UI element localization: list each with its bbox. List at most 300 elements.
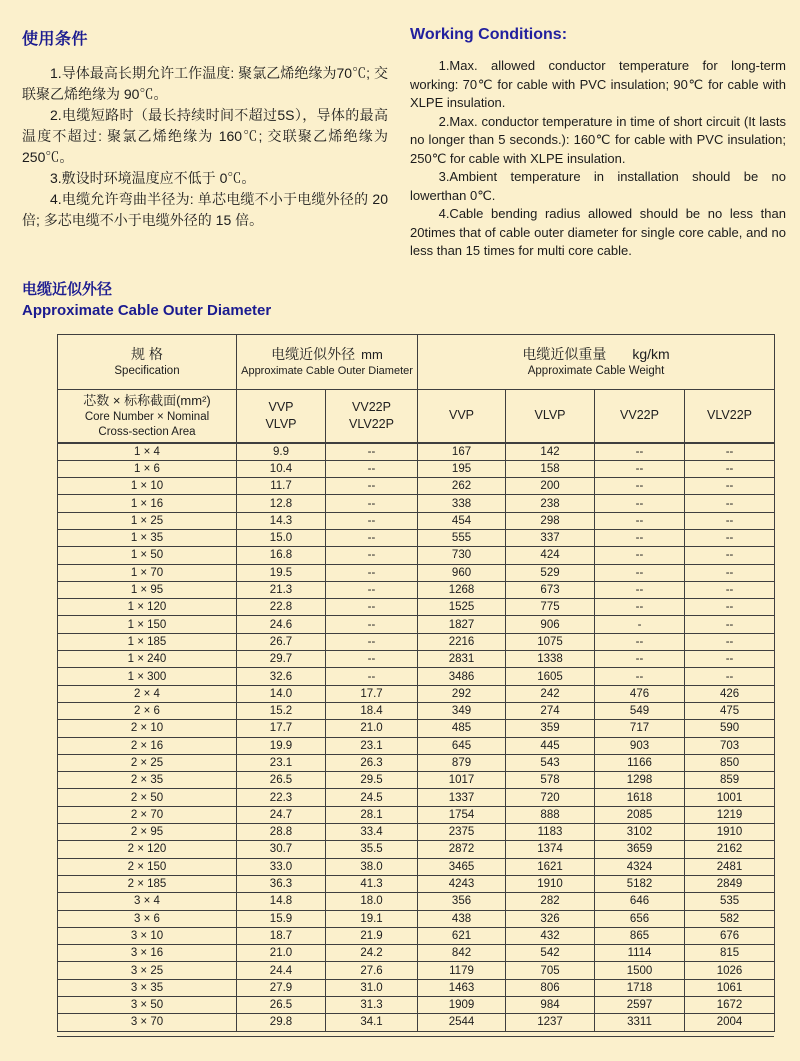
value-cell: 1718 <box>595 979 685 996</box>
value-cell: 542 <box>506 945 595 962</box>
table-row <box>58 581 775 598</box>
section-title-zh: 电缆近似外径 <box>22 280 113 298</box>
value-cell: 26.5 <box>237 997 326 1014</box>
value-cell: 26.7 <box>237 633 326 650</box>
spec-cell: 1 × 95 <box>58 581 237 598</box>
value-cell: 338 <box>418 495 506 512</box>
spec-cell: 2 × 120 <box>58 841 237 858</box>
value-cell: 1754 <box>418 806 506 823</box>
value-cell: 2375 <box>418 824 506 841</box>
value-cell: 1338 <box>506 651 595 668</box>
value-cell: -- <box>595 495 685 512</box>
value-cell: 24.5 <box>326 789 418 806</box>
table-row <box>58 962 775 979</box>
spec-cell: 1 × 35 <box>58 529 237 546</box>
spec-cell: 2 × 50 <box>58 789 237 806</box>
value-cell: 1605 <box>506 668 595 685</box>
value-cell: 29.7 <box>237 651 326 668</box>
section-heading <box>22 279 800 321</box>
value-cell: 200 <box>506 478 595 495</box>
spec-table-header <box>58 334 775 443</box>
value-cell: 262 <box>418 478 506 495</box>
value-cell: 2597 <box>595 997 685 1014</box>
spec-cell: 1 × 16 <box>58 495 237 512</box>
value-cell: 359 <box>506 720 595 737</box>
header-od-vv22p-vlv22p: VV22P VLV22P <box>326 389 418 443</box>
value-cell: 984 <box>506 997 595 1014</box>
table-row <box>58 685 775 702</box>
spec-cell: 1 × 25 <box>58 512 237 529</box>
value-cell: 476 <box>595 685 685 702</box>
value-cell: 1219 <box>685 806 775 823</box>
value-cell: 15.2 <box>237 702 326 719</box>
value-cell: 2831 <box>418 651 506 668</box>
value-cell: 806 <box>506 979 595 996</box>
header-od-vvp-vlvp: VVP VLVP <box>237 389 326 443</box>
value-cell: 24.4 <box>237 962 326 979</box>
value-cell: 717 <box>595 720 685 737</box>
value-cell: -- <box>326 512 418 529</box>
spec-cell: 2 × 35 <box>58 772 237 789</box>
value-cell: 33.4 <box>326 824 418 841</box>
value-cell: 22.8 <box>237 599 326 616</box>
value-cell: 23.1 <box>237 754 326 771</box>
working-condition-item-2: 2.Max. conductor temperature in time of short circuit (It lasts no longer than 5 seconds.): 160℃ for cable with PVC insulation; 250℃ for cable with XLPE insulation. <box>410 113 786 166</box>
table-row <box>58 564 775 581</box>
value-cell: -- <box>685 651 775 668</box>
value-cell: 21.0 <box>237 945 326 962</box>
value-cell: 1114 <box>595 945 685 962</box>
value-cell: -- <box>685 616 775 633</box>
value-cell: 3486 <box>418 668 506 685</box>
table-row <box>58 460 775 477</box>
value-cell: 19.9 <box>237 737 326 754</box>
value-cell: -- <box>326 478 418 495</box>
spec-cell: 3 × 10 <box>58 927 237 944</box>
value-cell: 274 <box>506 702 595 719</box>
value-cell: 17.7 <box>326 685 418 702</box>
value-cell: 445 <box>506 737 595 754</box>
value-cell: 549 <box>595 702 685 719</box>
spec-cell: 1 × 10 <box>58 478 237 495</box>
value-cell: -- <box>326 616 418 633</box>
spec-cell: 1 × 70 <box>58 564 237 581</box>
value-cell: - <box>595 616 685 633</box>
value-cell: 282 <box>506 893 595 910</box>
value-cell: -- <box>595 512 685 529</box>
value-cell: 578 <box>506 772 595 789</box>
value-cell: 142 <box>506 443 595 461</box>
value-cell: 1827 <box>418 616 506 633</box>
spec-cell: 3 × 50 <box>58 997 237 1014</box>
value-cell: 720 <box>506 789 595 806</box>
table-row <box>58 858 775 875</box>
table-row <box>58 547 775 564</box>
working-conditions-title: Working Conditions: <box>410 26 568 43</box>
value-cell: 475 <box>685 702 775 719</box>
value-cell: -- <box>326 599 418 616</box>
value-cell: 424 <box>506 547 595 564</box>
value-cell: -- <box>595 581 685 598</box>
table-row <box>58 443 775 461</box>
header-spec-zh: 规 格 <box>131 345 163 362</box>
spec-cell: 3 × 6 <box>58 910 237 927</box>
header-core-en1: Core Number × Nominal <box>84 411 210 423</box>
value-cell: 1374 <box>506 841 595 858</box>
value-cell: 2216 <box>418 633 506 650</box>
spec-cell: 1 × 150 <box>58 616 237 633</box>
value-cell: 645 <box>418 737 506 754</box>
wt-unit: kg/km <box>632 345 670 362</box>
value-cell: 1909 <box>418 997 506 1014</box>
value-cell: -- <box>595 443 685 461</box>
value-cell: 23.1 <box>326 737 418 754</box>
table-row <box>58 754 775 771</box>
value-cell: 865 <box>595 927 685 944</box>
usage-condition-item-3: 3.敷设时环境温度应不低于 0℃。 <box>50 170 256 186</box>
usage-condition-item-2: 2.电缆短路时（最长持续时间不超过5S），导体的最高温度不超过: 聚氯乙烯绝缘为 160℃; 交联聚乙烯绝缘为 250℃。 <box>22 107 388 165</box>
value-cell: 31.0 <box>326 979 418 996</box>
header-wt-vv22p: VV22P <box>595 389 685 443</box>
value-cell: 5182 <box>595 875 685 892</box>
spec-cell: 3 × 25 <box>58 962 237 979</box>
value-cell: 2872 <box>418 841 506 858</box>
conditions-block <box>0 0 800 261</box>
value-cell: -- <box>595 668 685 685</box>
table-row <box>58 893 775 910</box>
value-cell: 2849 <box>685 875 775 892</box>
value-cell: 1001 <box>685 789 775 806</box>
value-cell: 1621 <box>506 858 595 875</box>
value-cell: 14.0 <box>237 685 326 702</box>
table-row <box>58 806 775 823</box>
value-cell: 703 <box>685 737 775 754</box>
value-cell: 26.5 <box>237 772 326 789</box>
table-row <box>58 1014 775 1031</box>
value-cell: -- <box>685 633 775 650</box>
table-row <box>58 616 775 633</box>
value-cell: 621 <box>418 927 506 944</box>
value-cell: 41.3 <box>326 875 418 892</box>
value-cell: 656 <box>595 910 685 927</box>
usage-condition-item-4: 4.电缆允许弯曲半径为: 单芯电缆不小于电缆外径的 20 倍; 多芯电缆不小于电缆外径的 15 倍。 <box>22 191 388 228</box>
spec-cell: 2 × 6 <box>58 702 237 719</box>
usage-conditions-title: 使用条件 <box>22 31 89 48</box>
value-cell: 167 <box>418 443 506 461</box>
table-row <box>58 495 775 512</box>
value-cell: 349 <box>418 702 506 719</box>
value-cell: -- <box>595 599 685 616</box>
spec-cell: 2 × 10 <box>58 720 237 737</box>
value-cell: 18.7 <box>237 927 326 944</box>
value-cell: 11.7 <box>237 478 326 495</box>
value-cell: 24.6 <box>237 616 326 633</box>
table-row <box>58 512 775 529</box>
value-cell: 14.3 <box>237 512 326 529</box>
value-cell: -- <box>326 495 418 512</box>
value-cell: 3465 <box>418 858 506 875</box>
value-cell: 543 <box>506 754 595 771</box>
value-cell: 529 <box>506 564 595 581</box>
table-row <box>58 599 775 616</box>
value-cell: 4324 <box>595 858 685 875</box>
value-cell: -- <box>326 581 418 598</box>
value-cell: 21.9 <box>326 927 418 944</box>
usage-conditions-zh <box>22 26 388 261</box>
value-cell: 454 <box>418 512 506 529</box>
value-cell: 1075 <box>506 633 595 650</box>
value-cell: 485 <box>418 720 506 737</box>
table-row <box>58 945 775 962</box>
header-core-section <box>58 389 237 443</box>
value-cell: 326 <box>506 910 595 927</box>
value-cell: 2544 <box>418 1014 506 1031</box>
value-cell: 3311 <box>595 1014 685 1031</box>
value-cell: 33.0 <box>237 858 326 875</box>
spec-cell: 2 × 185 <box>58 875 237 892</box>
value-cell: -- <box>326 668 418 685</box>
header-od-en: Approximate Cable Outer Diameter <box>241 364 413 377</box>
table-row <box>58 737 775 754</box>
usage-condition-item-1: 1.导体最高长期允许工作温度: 聚氯乙烯绝缘为70℃; 交联聚乙烯绝缘为 90℃。 <box>22 65 388 102</box>
table-row <box>58 979 775 996</box>
table-row <box>58 651 775 668</box>
value-cell: 36.3 <box>237 875 326 892</box>
spec-cell: 1 × 120 <box>58 599 237 616</box>
value-cell: -- <box>685 512 775 529</box>
value-cell: 859 <box>685 772 775 789</box>
value-cell: 292 <box>418 685 506 702</box>
value-cell: 590 <box>685 720 775 737</box>
value-cell: 12.8 <box>237 495 326 512</box>
value-cell: 426 <box>685 685 775 702</box>
value-cell: 1061 <box>685 979 775 996</box>
value-cell: 888 <box>506 806 595 823</box>
value-cell: 15.0 <box>237 529 326 546</box>
value-cell: 31.3 <box>326 997 418 1014</box>
spec-cell: 2 × 150 <box>58 858 237 875</box>
value-cell: 1672 <box>685 997 775 1014</box>
spec-table <box>57 334 775 1032</box>
table-row <box>58 529 775 546</box>
value-cell: 337 <box>506 529 595 546</box>
value-cell: -- <box>685 495 775 512</box>
value-cell: 1910 <box>685 824 775 841</box>
value-cell: 24.2 <box>326 945 418 962</box>
value-cell: 356 <box>418 893 506 910</box>
value-cell: 1166 <box>595 754 685 771</box>
value-cell: 3102 <box>595 824 685 841</box>
spec-cell: 3 × 4 <box>58 893 237 910</box>
table-row <box>58 927 775 944</box>
spec-cell: 3 × 16 <box>58 945 237 962</box>
value-cell: 535 <box>685 893 775 910</box>
value-cell: -- <box>595 633 685 650</box>
value-cell: 21.0 <box>326 720 418 737</box>
header-core-zh: 芯数 × 标称截面(mm²) <box>83 393 211 408</box>
value-cell: 29.5 <box>326 772 418 789</box>
spec-cell: 2 × 16 <box>58 737 237 754</box>
header-weight-group <box>418 334 775 389</box>
value-cell: -- <box>326 651 418 668</box>
value-cell: 14.8 <box>237 893 326 910</box>
value-cell: 26.3 <box>326 754 418 771</box>
spec-table-wrap <box>57 334 774 1037</box>
value-cell: 35.5 <box>326 841 418 858</box>
value-cell: -- <box>685 581 775 598</box>
value-cell: -- <box>595 651 685 668</box>
value-cell: 1618 <box>595 789 685 806</box>
value-cell: 879 <box>418 754 506 771</box>
value-cell: -- <box>685 564 775 581</box>
value-cell: 4243 <box>418 875 506 892</box>
header-outer-diameter-group <box>237 334 418 389</box>
value-cell: 15.9 <box>237 910 326 927</box>
value-cell: -- <box>326 529 418 546</box>
value-cell: 730 <box>418 547 506 564</box>
value-cell: 903 <box>595 737 685 754</box>
value-cell: 1298 <box>595 772 685 789</box>
table-row <box>58 841 775 858</box>
value-cell: 438 <box>418 910 506 927</box>
value-cell: 775 <box>506 599 595 616</box>
value-cell: 1237 <box>506 1014 595 1031</box>
spec-table-body <box>58 443 775 1032</box>
value-cell: 676 <box>685 927 775 944</box>
value-cell: 32.6 <box>237 668 326 685</box>
value-cell: -- <box>685 478 775 495</box>
value-cell: -- <box>595 460 685 477</box>
value-cell: 19.5 <box>237 564 326 581</box>
value-cell: 1910 <box>506 875 595 892</box>
value-cell: -- <box>595 547 685 564</box>
value-cell: 242 <box>506 685 595 702</box>
value-cell: -- <box>326 443 418 461</box>
value-cell: 432 <box>506 927 595 944</box>
header-od-zh: 电缆近似外径 mm <box>271 345 383 362</box>
value-cell: 17.7 <box>237 720 326 737</box>
value-cell: 27.6 <box>326 962 418 979</box>
value-cell: 22.3 <box>237 789 326 806</box>
value-cell: 842 <box>418 945 506 962</box>
value-cell: 1500 <box>595 962 685 979</box>
header-wt-vlv22p: VLV22P <box>685 389 775 443</box>
value-cell: -- <box>685 443 775 461</box>
value-cell: 705 <box>506 962 595 979</box>
value-cell: -- <box>595 564 685 581</box>
value-cell: 28.8 <box>237 824 326 841</box>
value-cell: 2162 <box>685 841 775 858</box>
working-condition-item-4: 4.Cable bending radius allowed should be no less than 20times that of cable outer diameter for single core cable, and no less than 15 times for multi core cable. <box>410 206 786 258</box>
value-cell: 21.3 <box>237 581 326 598</box>
header-wt-zh: 电缆近似重量 kg/km <box>522 345 670 362</box>
value-cell: 18.0 <box>326 893 418 910</box>
value-cell: -- <box>685 599 775 616</box>
spec-cell: 1 × 6 <box>58 460 237 477</box>
value-cell: 24.7 <box>237 806 326 823</box>
value-cell: 2004 <box>685 1014 775 1031</box>
spec-cell: 3 × 70 <box>58 1014 237 1031</box>
value-cell: 2481 <box>685 858 775 875</box>
value-cell: 27.9 <box>237 979 326 996</box>
value-cell: 1026 <box>685 962 775 979</box>
spec-cell: 2 × 70 <box>58 806 237 823</box>
value-cell: 555 <box>418 529 506 546</box>
spec-cell: 2 × 25 <box>58 754 237 771</box>
header-specification <box>58 334 237 389</box>
value-cell: 1463 <box>418 979 506 996</box>
table-row <box>58 772 775 789</box>
value-cell: -- <box>326 460 418 477</box>
value-cell: 1017 <box>418 772 506 789</box>
value-cell: 1337 <box>418 789 506 806</box>
value-cell: 195 <box>418 460 506 477</box>
value-cell: 19.1 <box>326 910 418 927</box>
table-row <box>58 478 775 495</box>
value-cell: -- <box>326 633 418 650</box>
value-cell: 906 <box>506 616 595 633</box>
value-cell: -- <box>595 529 685 546</box>
value-cell: -- <box>326 547 418 564</box>
value-cell: -- <box>685 460 775 477</box>
value-cell: 1183 <box>506 824 595 841</box>
value-cell: -- <box>685 529 775 546</box>
table-row <box>58 668 775 685</box>
value-cell: 16.8 <box>237 547 326 564</box>
table-row <box>58 633 775 650</box>
table-row <box>58 875 775 892</box>
value-cell: -- <box>685 547 775 564</box>
header-wt-vvp: VVP <box>418 389 506 443</box>
value-cell: 29.8 <box>237 1014 326 1031</box>
table-row <box>58 997 775 1014</box>
header-core-en2: Cross-section Area <box>98 426 196 438</box>
value-cell: 10.4 <box>237 460 326 477</box>
value-cell: 850 <box>685 754 775 771</box>
spec-cell: 2 × 4 <box>58 685 237 702</box>
spec-cell: 3 × 35 <box>58 979 237 996</box>
section-title-en: Approximate Cable Outer Diameter <box>22 301 272 319</box>
value-cell: 1179 <box>418 962 506 979</box>
value-cell: 582 <box>685 910 775 927</box>
value-cell: 815 <box>685 945 775 962</box>
value-cell: 238 <box>506 495 595 512</box>
value-cell: 9.9 <box>237 443 326 461</box>
table-row <box>58 720 775 737</box>
value-cell: 30.7 <box>237 841 326 858</box>
od-unit: mm <box>361 346 383 362</box>
table-row <box>58 910 775 927</box>
value-cell: 2085 <box>595 806 685 823</box>
spec-cell: 1 × 185 <box>58 633 237 650</box>
spec-cell: 2 × 95 <box>58 824 237 841</box>
value-cell: 673 <box>506 581 595 598</box>
spec-cell: 1 × 240 <box>58 651 237 668</box>
value-cell: 3659 <box>595 841 685 858</box>
value-cell: 298 <box>506 512 595 529</box>
header-spec-en: Specification <box>114 364 180 377</box>
table-row <box>58 702 775 719</box>
table-row <box>58 789 775 806</box>
value-cell: 158 <box>506 460 595 477</box>
working-conditions-en <box>410 26 786 261</box>
value-cell: 1525 <box>418 599 506 616</box>
value-cell: 960 <box>418 564 506 581</box>
value-cell: -- <box>685 668 775 685</box>
working-condition-item-3: 3.Ambient temperature in installation should be no lowerthan 0℃. <box>410 169 786 203</box>
spec-cell: 1 × 50 <box>58 547 237 564</box>
value-cell: 1268 <box>418 581 506 598</box>
